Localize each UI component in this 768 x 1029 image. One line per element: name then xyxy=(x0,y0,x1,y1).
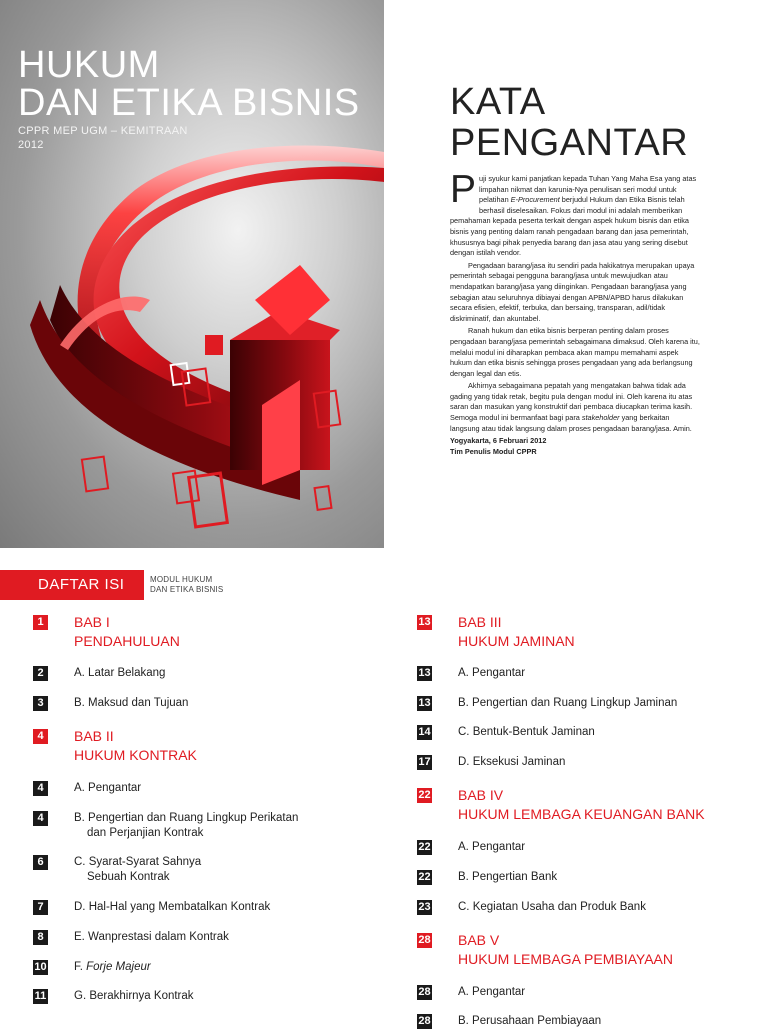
chapter-name: HUKUM LEMBAGA KEUANGAN BANK xyxy=(458,806,705,822)
page-number-badge: 28 xyxy=(418,986,431,998)
toc-chapter-5[interactable] xyxy=(417,933,673,969)
toc-chapter-title xyxy=(74,727,197,765)
preface-title-line2: PENGANTAR xyxy=(450,122,689,164)
toc-item[interactable] xyxy=(33,855,201,885)
toc-item-label: A. Pengantar xyxy=(458,841,526,853)
toc-item-label xyxy=(74,960,151,975)
preface-p1-part2: berjudul Hukum dan Etika Bisnis telah berhasil diselesaikan. Fokus dari modul ini adalah memberikan pemahaman kepada peserta terkait dengan aspek hukum bisnis dan etika bisnis yang penting dalam ranah pengadaan barang dan jasa pemerintah, khususnya bagi pihak penyedia barang dan jasa atau yang sering disebut dengan istilah vendor. xyxy=(450,195,689,258)
cover-subtitle-org: CPPR MEP UGM – KEMITRAAN xyxy=(18,125,188,137)
chapter-number: BAB II xyxy=(74,728,114,744)
toc-subtitle-line2: DAN ETIKA BISNIS xyxy=(150,585,224,594)
page-number-badge: 2 xyxy=(33,666,48,681)
toc-item[interactable] xyxy=(417,985,525,1000)
toc-item[interactable] xyxy=(417,696,677,711)
page-number-badge: 22 xyxy=(418,789,431,801)
cover-title-line2: DAN ETIKA BISNIS xyxy=(18,82,360,124)
toc-title: DAFTAR ISI xyxy=(38,576,125,593)
chapter-name: HUKUM LEMBAGA PEMBIAYAAN xyxy=(458,951,673,967)
toc-item-label: D. Hal-Hal yang Membatalkan Kontrak xyxy=(74,901,271,913)
cover-image xyxy=(0,0,384,548)
toc-item-label: A. Pengantar xyxy=(458,667,526,679)
toc-item[interactable] xyxy=(33,696,188,711)
page-number-badge: 23 xyxy=(418,901,431,913)
toc-item-label: E. Wanprestasi dalam Kontrak xyxy=(74,931,229,943)
toc-item-line1: C. Syarat-Syarat Sahnya xyxy=(74,856,202,868)
toc-subtitle xyxy=(150,575,223,595)
preface-title xyxy=(450,82,688,164)
toc-subtitle-line1: MODUL HUKUM xyxy=(150,575,213,584)
chapter-name: HUKUM KONTRAK xyxy=(74,747,197,763)
page-number-badge: 28 xyxy=(418,934,431,946)
toc-item[interactable] xyxy=(33,811,298,841)
toc-chapter-title xyxy=(458,786,705,824)
toc-item[interactable] xyxy=(417,840,525,855)
signature-team: Tim Penulis Modul CPPR xyxy=(450,446,537,456)
toc-item-label: A. Pengantar xyxy=(74,782,142,794)
toc-chapter-4[interactable] xyxy=(417,788,705,824)
chapter-name: PENDAHULUAN xyxy=(74,633,180,649)
toc-item[interactable] xyxy=(417,725,595,740)
toc-item-label: G. Berakhirnya Kontrak xyxy=(74,990,194,1002)
toc-item[interactable] xyxy=(417,1014,601,1029)
chapter-number: BAB I xyxy=(74,614,110,630)
toc-item-label: C. Bentuk-Bentuk Jaminan xyxy=(458,726,595,738)
toc-item[interactable] xyxy=(417,870,557,885)
page-number-badge: 22 xyxy=(418,871,431,883)
page-number-badge: 14 xyxy=(418,726,431,738)
signature-block xyxy=(450,436,700,457)
page-number-badge: 17 xyxy=(418,756,431,768)
toc-item-label: A. Latar Belakang xyxy=(74,667,166,679)
page-number-badge: 13 xyxy=(418,616,431,628)
toc-chapter-3[interactable] xyxy=(417,615,575,651)
toc-item[interactable] xyxy=(33,930,229,945)
toc-chapter-title xyxy=(74,613,180,651)
preface-paragraph-3: Ranah hukum dan etika bisnis berperan penting dalam proses pengadaan barang/jasa pemerintah sebagaimana dimaksud. Oleh karena itu, melalui modul ini diharapkan pembaca akan mampu memahami aspek hukum dan etika bisnis sehingga proses pengadaan yang ada berlangsung dengan legal dan etis. xyxy=(450,326,700,378)
preface-p4-part2: yang berkaitan langsung atau tidak langsung dalam proses pengadaan barang/jasa. Amin. xyxy=(450,413,692,433)
page-number-badge: 4 xyxy=(33,729,48,744)
toc-chapter-title xyxy=(458,931,673,969)
toc-chapter-title xyxy=(458,613,575,651)
toc-item-line2: dan Perjanjian Kontrak xyxy=(87,827,204,839)
toc-item[interactable] xyxy=(417,900,646,915)
toc-item[interactable] xyxy=(33,781,141,796)
page-number-badge: 22 xyxy=(418,841,431,853)
toc-item[interactable] xyxy=(33,666,165,681)
page-number-badge: 13 xyxy=(418,697,431,709)
page-number-badge: 7 xyxy=(33,900,48,915)
cover-title xyxy=(18,46,360,122)
preface-p4-part1: Akhirnya sebagaimana pepatah yang mengatakan bahwa tidak ada gading yang tidak retak, begitu pula dengan modul ini. Oleh karena itu atas saran dan masukan yang konstruktif dari pembaca diucapkan terima kasih. Semoga modul ini bermanfaat bagi para xyxy=(450,381,693,423)
toc-item-label: D. Eksekusi Jaminan xyxy=(458,756,566,768)
toc-item-line2: Sebuah Kontrak xyxy=(87,871,170,883)
page-number-badge: 4 xyxy=(33,811,48,826)
preface-p1-italic: E-Procurement xyxy=(510,195,560,205)
page-number-badge: 8 xyxy=(33,930,48,945)
toc-item-line1: B. Pengertian dan Ruang Lingkup Perikatan xyxy=(74,812,299,824)
signature-place-date: Yogyakarta, 6 Februari 2012 xyxy=(450,436,547,446)
preface-paragraph-2: Pengadaan barang/jasa itu sendiri pada hakikatnya merupakan upaya pemerintah sebagai pengguna barang/jasa untuk mewujudkan atau mendapatkan barang/jasa yang diinginkan. Pengadaan barang/jasa yang sebagian atau seluruhnya dibiayai dengan APBN/APBD harus dilakukan secara efisien, efektif, terbuka, dan bersaing, transparan, adil/tidak diskriminatif, dan akuntabel. xyxy=(450,260,695,323)
toc-item-label: B. Maksud dan Tujuan xyxy=(74,697,189,709)
toc-item-label xyxy=(74,811,298,841)
toc-item[interactable] xyxy=(33,960,151,975)
preface-paragraph-4 xyxy=(450,381,700,434)
toc-item[interactable] xyxy=(33,900,270,915)
preface-p1-part1: uji syukur kami panjatkan kepada Tuhan Yang Maha Esa yang atas limpahan nikmat dan karunia-Nya penulisan seri modul untuk pelatihan xyxy=(479,174,697,205)
toc-item-label: B. Perusahaan Pembiayaan xyxy=(458,1015,602,1027)
toc-chapter-1[interactable] xyxy=(33,615,180,651)
toc-item-italic: Forje Majeur xyxy=(86,961,151,973)
page-number-badge: 6 xyxy=(33,855,48,870)
chapter-name: HUKUM JAMINAN xyxy=(458,633,575,649)
toc-chapter-2[interactable] xyxy=(33,729,197,765)
page-number-badge: 10 xyxy=(34,961,47,973)
preface-title-line1: KATA xyxy=(450,81,546,123)
page-number-badge: 4 xyxy=(33,781,48,796)
toc-item[interactable] xyxy=(417,666,525,681)
page-number-badge: 28 xyxy=(418,1015,431,1027)
cover-subtitle xyxy=(18,124,188,152)
toc-item-prefix: F. xyxy=(74,961,87,973)
toc-item[interactable] xyxy=(417,755,565,770)
chapter-number: BAB V xyxy=(458,932,500,948)
toc-item-label: A. Pengantar xyxy=(458,986,526,998)
page-number-badge: 3 xyxy=(33,696,48,711)
page-number-badge: 13 xyxy=(418,667,431,679)
preface-body xyxy=(450,168,700,459)
preface-paragraph-1 xyxy=(450,168,700,259)
toc-item-label xyxy=(74,855,201,885)
cover-year: 2012 xyxy=(18,139,44,151)
cover-title-line1: HUKUM xyxy=(18,44,160,86)
toc-item-label: B. Pengertian Bank xyxy=(458,871,558,883)
toc-item[interactable] xyxy=(33,989,194,1004)
preface-p4-italic: stakeholder xyxy=(581,413,620,423)
toc-item-label: B. Pengertian dan Ruang Lingkup Jaminan xyxy=(458,697,678,709)
chapter-number: BAB IV xyxy=(458,787,504,803)
drop-cap: P xyxy=(450,168,477,211)
page-number-badge: 1 xyxy=(33,615,48,630)
chapter-number: BAB III xyxy=(458,614,502,630)
toc-item-label: C. Kegiatan Usaha dan Produk Bank xyxy=(458,901,646,913)
page-number-badge: 11 xyxy=(34,990,47,1002)
